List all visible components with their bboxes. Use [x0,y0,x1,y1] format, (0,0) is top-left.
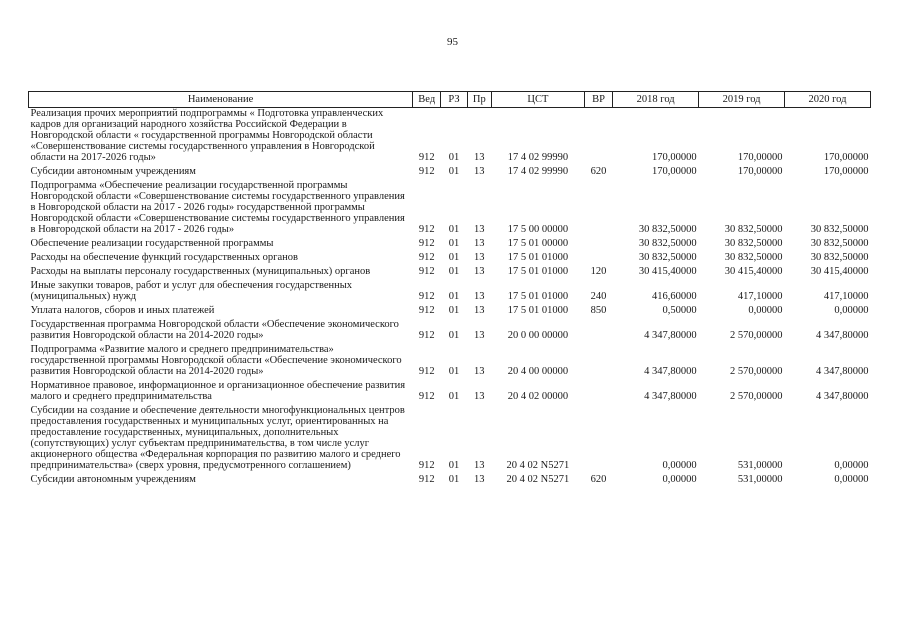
cell-ved: 912 [418,460,435,471]
cell-vr [584,108,612,164]
cell-vr: 120 [590,266,607,277]
cell-pr: 13 [474,238,485,249]
cell-name: Государственная программа Новгородской области «Обеспечение экономического развития Новгородской области на 2014-2020 годы» [30,319,399,341]
cell-2020: 417,10000 [823,291,869,302]
cell-vr [584,177,612,235]
cell-pr: 13 [474,252,485,263]
cell-2018: 4 347,80000 [644,330,697,341]
cell-cst: 20 4 02 N5271 [506,474,570,485]
table-row [29,235,871,249]
cell-rz: 01 [448,166,460,177]
table-body [29,108,871,486]
cell-2018: 0,50000 [662,305,697,316]
cell-pr: 13 [474,224,485,235]
header-2018: 2018 год [613,92,699,108]
cell-2020: 30 832,50000 [810,224,869,235]
cell-2018: 416,60000 [651,291,697,302]
cell-name: Обеспечение реализации государственной программы [30,238,274,249]
cell-rz: 01 [448,152,460,163]
cell-rz: 01 [448,366,460,377]
cell-2019: 531,00000 [737,474,783,485]
cell-2018: 170,00000 [651,166,697,177]
cell-pr: 13 [474,291,485,302]
cell-cst: 20 4 02 N5271 [506,460,570,471]
cell-pr: 13 [474,330,485,341]
cell-2020: 4 347,80000 [816,391,869,402]
cell-2019: 170,00000 [737,166,783,177]
cell-vr [584,235,612,249]
cell-2018: 30 415,40000 [638,266,697,277]
cell-ved: 912 [418,224,435,235]
table-row [29,108,871,164]
cell-rz: 01 [448,224,460,235]
cell-name: Уплата налогов, сборов и иных платежей [30,305,215,316]
cell-vr [584,402,612,471]
cell-ved: 912 [418,391,435,402]
cell-pr: 13 [474,391,485,402]
cell-vr: 620 [590,166,607,177]
budget-table [28,91,871,485]
cell-2018: 30 832,50000 [638,252,697,263]
cell-2018: 4 347,80000 [644,391,697,402]
cell-2019: 30 832,50000 [724,252,783,263]
cell-ved: 912 [418,330,435,341]
cell-vr [584,316,612,341]
cell-cst: 17 5 01 01000 [507,266,569,277]
cell-2020: 170,00000 [823,152,869,163]
header-rz: РЗ [441,92,467,108]
cell-name: Подпрограмма «Обеспечение реализации государственной программы Новгородской области «Совершенствование системы государственного управления в Новгородской области на 2017 - 2026 годы» государственной программы Новгородской области «Совершенствование системы государственного управления в Новгородской области на 2017 - 2026 годы» [30,180,405,235]
cell-rz: 01 [448,291,460,302]
cell-cst: 20 4 02 00000 [507,391,569,402]
cell-ved: 912 [418,291,435,302]
cell-2020: 4 347,80000 [816,366,869,377]
cell-ved: 912 [418,252,435,263]
table-row [29,341,871,377]
cell-ved: 912 [418,238,435,249]
table-row [29,302,871,316]
cell-2018: 30 832,50000 [638,224,697,235]
cell-name: Субсидии автономным учреждениям [30,166,196,177]
header-2020: 2020 год [785,92,871,108]
cell-name: Субсидии на создание и обеспечение деятельности многофункциональных центров предоставления государственных и муниципальных услуг, ориентированных на предоставление государственных, муниципальных, дополнительных (сопутствующих) услуг субъектам предпринимательства, в том числе услуг акционерного общества «Федеральная корпорация по развитию малого и среднего предпринимательства» (сверх уровня, предусмотренного соглашением) [30,405,405,471]
cell-2019: 531,00000 [737,460,783,471]
cell-pr: 13 [474,460,485,471]
header-vr: ВР [584,92,612,108]
cell-vr: 850 [590,305,607,316]
table-row [29,316,871,341]
cell-name: Иные закупки товаров, работ и услуг для обеспечения государственных (муниципальных) нужд [30,280,353,302]
header-ved: Вед [413,92,441,108]
cell-2019: 2 570,00000 [730,330,783,341]
cell-ved: 912 [418,152,435,163]
cell-cst: 17 5 01 00000 [507,238,569,249]
cell-cst: 17 5 00 00000 [507,224,569,235]
cell-cst: 17 5 01 01000 [507,291,569,302]
table-row [29,177,871,235]
cell-2018: 4 347,80000 [644,366,697,377]
cell-pr: 13 [474,366,485,377]
cell-2020: 0,00000 [834,460,869,471]
cell-cst: 17 4 02 99990 [507,166,569,177]
cell-2019: 170,00000 [737,152,783,163]
cell-pr: 13 [474,152,485,163]
table-row [29,249,871,263]
cell-2020: 30 832,50000 [810,252,869,263]
table-row [29,402,871,471]
cell-rz: 01 [448,330,460,341]
cell-2019: 417,10000 [737,291,783,302]
cell-2018: 0,00000 [662,460,697,471]
cell-cst: 20 0 00 00000 [507,330,569,341]
cell-rz: 01 [448,305,460,316]
cell-cst: 17 5 01 01000 [507,252,569,263]
header-pr: Пр [467,92,491,108]
cell-cst: 17 4 02 99990 [507,152,569,163]
cell-2019: 0,00000 [748,305,783,316]
cell-name: Расходы на выплаты персоналу государственных (муниципальных) органов [30,266,371,277]
cell-ved: 912 [418,166,435,177]
header-name: Наименование [29,92,413,108]
cell-cst: 20 4 00 00000 [507,366,569,377]
cell-vr [584,377,612,402]
cell-vr [584,341,612,377]
cell-2020: 30 415,40000 [810,266,869,277]
cell-rz: 01 [448,391,460,402]
cell-2020: 0,00000 [834,305,869,316]
cell-rz: 01 [448,238,460,249]
page-number: 95 [447,36,458,48]
cell-cst: 17 5 01 01000 [507,305,569,316]
cell-ved: 912 [418,305,435,316]
cell-2019: 30 832,50000 [724,238,783,249]
cell-ved: 912 [418,366,435,377]
table-row [29,377,871,402]
cell-2018: 170,00000 [651,152,697,163]
cell-ved: 912 [418,474,435,485]
cell-2020: 4 347,80000 [816,330,869,341]
cell-2018: 30 832,50000 [638,238,697,249]
header-cst: ЦСТ [491,92,584,108]
cell-pr: 13 [474,266,485,277]
cell-vr [584,249,612,263]
cell-2019: 2 570,00000 [730,366,783,377]
cell-vr: 240 [590,291,607,302]
cell-vr: 620 [590,474,607,485]
cell-rz: 01 [448,252,460,263]
cell-pr: 13 [474,166,485,177]
cell-rz: 01 [448,474,460,485]
table-row [29,471,871,485]
cell-ved: 912 [418,266,435,277]
cell-name: Расходы на обеспечение функций государственных органов [30,252,298,263]
table-row [29,263,871,277]
cell-2020: 170,00000 [823,166,869,177]
cell-name: Реализация прочих мероприятий подпрограммы « Подготовка управленческих кадров для организаций народного хозяйства Российской Федерации в Новгородской области « государственной программы Новгородской области «Совершенствование системы государственного управления в Новгородской области на 2017-2026 годы» [30,108,384,163]
cell-rz: 01 [448,266,460,277]
cell-name: Субсидии автономным учреждениям [30,474,196,485]
cell-2019: 2 570,00000 [730,391,783,402]
table-row [29,277,871,302]
cell-2020: 30 832,50000 [810,238,869,249]
cell-name: Нормативное правовое, информационное и организационное обеспечение развития малого и среднего предпринимательства [30,380,406,402]
cell-pr: 13 [474,474,485,485]
table-row [29,163,871,177]
cell-2019: 30 832,50000 [724,224,783,235]
cell-name: Подпрограмма «Развитие малого и среднего предпринимательства» государственной программы Новгородской области «Обеспечение экономического развития Новгородской области на 2014-2020 годы» [30,344,402,377]
cell-2018: 0,00000 [662,474,697,485]
cell-rz: 01 [448,460,460,471]
table-header-row [29,92,871,108]
cell-2019: 30 415,40000 [724,266,783,277]
cell-pr: 13 [474,305,485,316]
header-2019: 2019 год [699,92,785,108]
cell-2020: 0,00000 [834,474,869,485]
